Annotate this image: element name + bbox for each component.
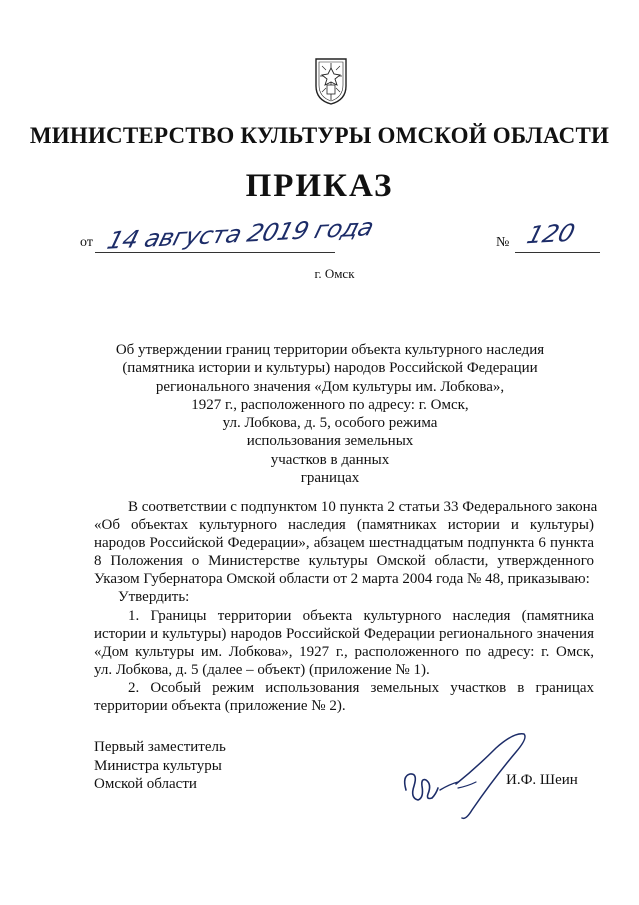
item-1-line: 1. Границы территории объекта культурного наследия (памятника: [128, 607, 594, 624]
body-line: 8 Положения о Министерстве культуры Омской области, утвержденного: [94, 553, 594, 570]
order-body: [94, 498, 598, 715]
handwritten-number: 120: [523, 218, 578, 250]
ministry-title: МИНИСТЕРСТВО КУЛЬТУРЫ ОМСКОЙ ОБЛАСТИ: [29, 123, 610, 148]
item-1-line: ул. Лобкова, д. 5 (далее – объект) (приложение № 1).: [94, 661, 430, 678]
subject-line: ул. Лобкова, д. 5, особого режима: [222, 415, 438, 432]
position-line: Министра культуры: [94, 757, 222, 774]
body-line: народов Российской Федерации», абзацем шестнадцатым подпункта 6 пункта: [94, 535, 594, 552]
approve-line: Утвердить:: [118, 589, 190, 606]
city-label: г. Омск: [314, 266, 355, 281]
item-2-line: территории объекта (приложение № 2).: [94, 698, 346, 715]
item-2-line: 2. Особый режим использования земельных участков в границах: [128, 679, 594, 696]
subject-line: использования земельных: [246, 433, 414, 450]
item-1-line: истории и культуры) народов Российской Федерации регионального значения: [94, 625, 594, 642]
coat-of-arms-emblem: [313, 56, 349, 106]
body-line: Указом Губернатора Омской области от 2 марта 2004 года № 48, приказываю:: [94, 571, 590, 588]
body-line: «Об объектах культурного наследия (памятниках истории и культуры): [94, 517, 594, 534]
subject-line: регионального значения «Дом культуры им. Лобкова»,: [155, 378, 505, 395]
position-line: Омской области: [94, 776, 197, 792]
subject-line: участков в данных: [270, 451, 390, 468]
position-line: Первый заместитель: [94, 739, 226, 755]
subject-line: 1927 г., расположенного по адресу: г. Омск,: [191, 396, 469, 413]
order-subject: [110, 341, 550, 487]
handwritten-date: 14 августа 2019 года: [104, 213, 377, 255]
signatory-name: И.Ф. Шеин: [506, 772, 578, 788]
subject-line: Об утверждении границ территории объекта культурного наследия: [115, 342, 545, 358]
date-prefix-label: от: [80, 235, 93, 250]
subject-line: границах: [300, 470, 360, 487]
number-underline: [515, 252, 600, 253]
item-1-line: «Дом культуры им. Лобкова», 1927 г., расположенного по адресу: г. Омск,: [94, 643, 594, 660]
signatory-position: [94, 738, 226, 794]
number-prefix-label: №: [496, 235, 510, 250]
subject-line: (памятника истории и культуры) народов Российской Федерации: [122, 360, 538, 377]
document-type-title: ПРИКАЗ: [245, 168, 394, 204]
body-line: В соответствии с подпунктом 10 пункта 2 статьи 33 Федерального закона: [128, 499, 598, 515]
